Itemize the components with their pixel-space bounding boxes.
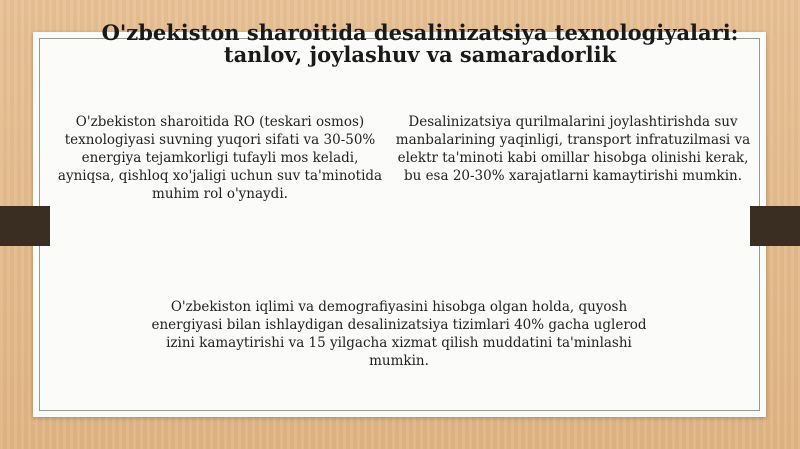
right-side-tab	[750, 206, 800, 246]
left-side-tab	[0, 206, 50, 246]
slide-title: O'zbekiston sharoitida desalinizatsiya texnologiyalari: tanlov, joylashuv va samaradorlik	[101, 20, 739, 67]
bottom-paragraph: O'zbekiston iqlimi va demografiyasini hisobga olgan holda, quyosh energiyasi bilan ishlaydigan desalinizatsiya tizimlari 40% gacha uglerod izini kamaytirishi va 15 yilgacha xizmat qilish muddatini ta'minlashi mumkin.	[151, 299, 647, 369]
right-paragraph: Desalinizatsiya qurilmalarini joylashtirishda suv manbalarining yaqinligi, transport infratuzilmasi va elektr ta'minoti kabi omillar hisobga olinishi kerak, bu esa 20-30% xarajatlarni kamaytirishi mumkin.	[395, 114, 751, 184]
left-paragraph: O'zbekiston sharoitida RO (teskari osmos) texnologiyasi suvning yuqori sifati va 30-50% energiya tejamkorligi tufayli mos keladi, ayniqsa, qishloq xo'jaligi uchun suv ta'minotida muhim rol o'ynaydi.	[57, 114, 383, 202]
